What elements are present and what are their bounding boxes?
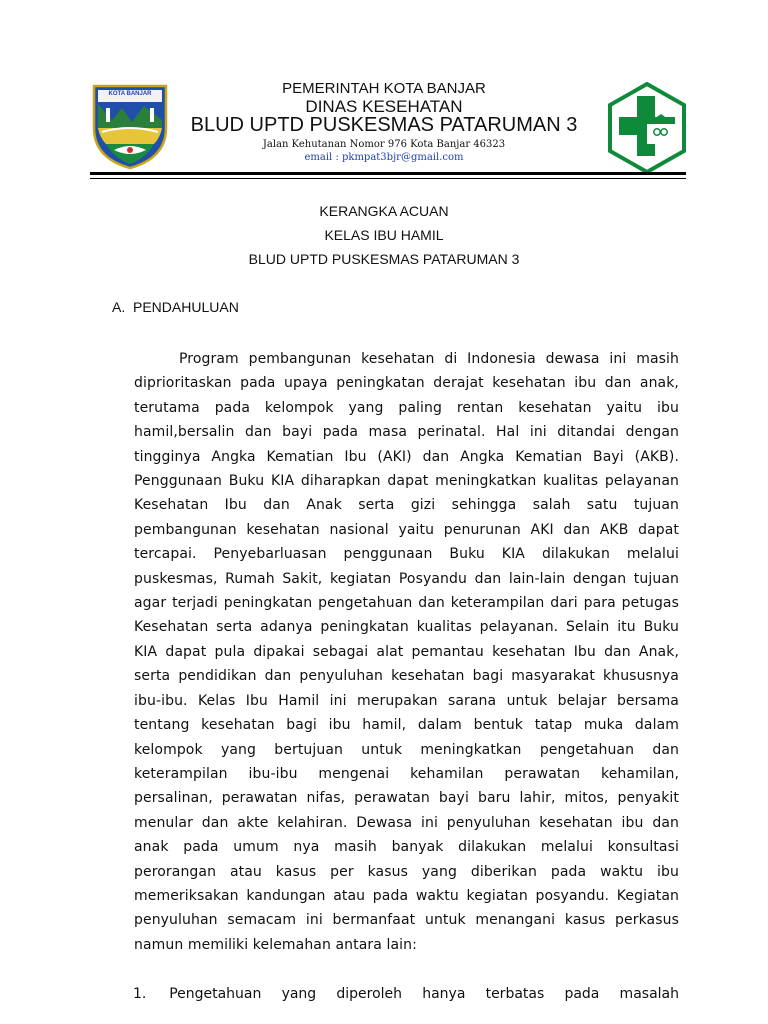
list-item-text: Pengetahuan yang diperoleh hanya terbatas pada masalah: [169, 986, 679, 1002]
section-number: A.: [112, 299, 126, 315]
document-title-line1: KERANGKA ACUAN: [319, 203, 449, 219]
department-name: DINAS KESEHATAN: [305, 97, 463, 116]
list-item-number: 1.: [133, 986, 147, 1002]
document-title-line2: KELAS IBU HAMIL: [324, 227, 444, 243]
list-item: [133, 982, 679, 1006]
section-heading: [112, 299, 239, 315]
address: Jalan Kehutanan Nomor 976 Kota Banjar 46323: [262, 139, 506, 150]
body-paragraph-text: Program pembangunan kesehatan di Indonesia dewasa ini masih diprioritaskan pada upaya peningkatan derajat kesehatan ibu dan anak, terutama pada kelompok yang paling rentan kesehatan yaitu ibu hamil,bersalin dan bayi pada masa perinatal. Hal ini ditandai dengan tingginya Angka Kematian Ibu (AKI) dan Angka Kematian Bayi (AKB). Penggunaan Buku KIA diharapkan dapat meningkatkan kualitas pelayanan Kesehatan Ibu dan Anak serta gizi sehingga salah satu tujuan pembangunan kesehatan nasional yaitu penurunan AKI dan AKB dapat tercapai. Penyebarluasan penggunaan Buku KIA dilakukan melalui puskesmas, Rumah Sakit, kegiatan Posyandu dan lain-lain dengan tujuan agar terjadi peningkatan pengetahuan dan keterampilan dari para petugas Kesehatan serta adanya peningkatan kualitas pelayanan. Selain itu Buku KIA dapat pula dipakai sebagai alat pemantau kesehatan Ibu dan Anak, serta pendidikan dan penyuluhan kesehatan bagi masyarakat khususnya ibu-ibu. Kelas Ibu Hamil ini merupakan sarana untuk belajar bersama tentang kesehatan bagi ibu hamil, dalam bentuk tatap muka dalam kelompok yang bertujuan untuk meningkatkan pengetahuan dan keterampilan ibu-ibu mengenai kehamilan perawatan kehamilan, persalinan, perawatan nifas, perawatan bayi baru lahir, mitos, penyakit menular dan akte kelahiran. Dewasa ini penyuluhan kesehatan ibu dan anak pada umum nya masih banyak dilakukan melalui konsultasi perorangan atau kasus per kasus yang diberikan pada waktu ibu memeriksakan kandungan atau pada waktu kegiatan posyandu. Kegiatan penyuluhan semacam ini bermanfaat untuk menangani kasus perkasus namun memiliki kelemahan antara lain:: [134, 351, 679, 953]
document-title-line3: BLUD UPTD PUSKESMAS PATARUMAN 3: [248, 251, 520, 267]
body-paragraph: [134, 347, 679, 957]
letterhead-divider-thin: [90, 178, 686, 179]
email-address: email : pkmpat3bjr@gmail.com: [304, 152, 464, 163]
logo-caption: KOTA BANJAR: [108, 91, 152, 97]
section-title: PENDAHULUAN: [133, 299, 239, 315]
letterhead-divider-thick: [90, 172, 686, 175]
government-name: PEMERINTAH KOTA BANJAR: [282, 80, 486, 97]
institution-name: BLUD UPTD PUSKESMAS PATARUMAN 3: [190, 114, 578, 136]
